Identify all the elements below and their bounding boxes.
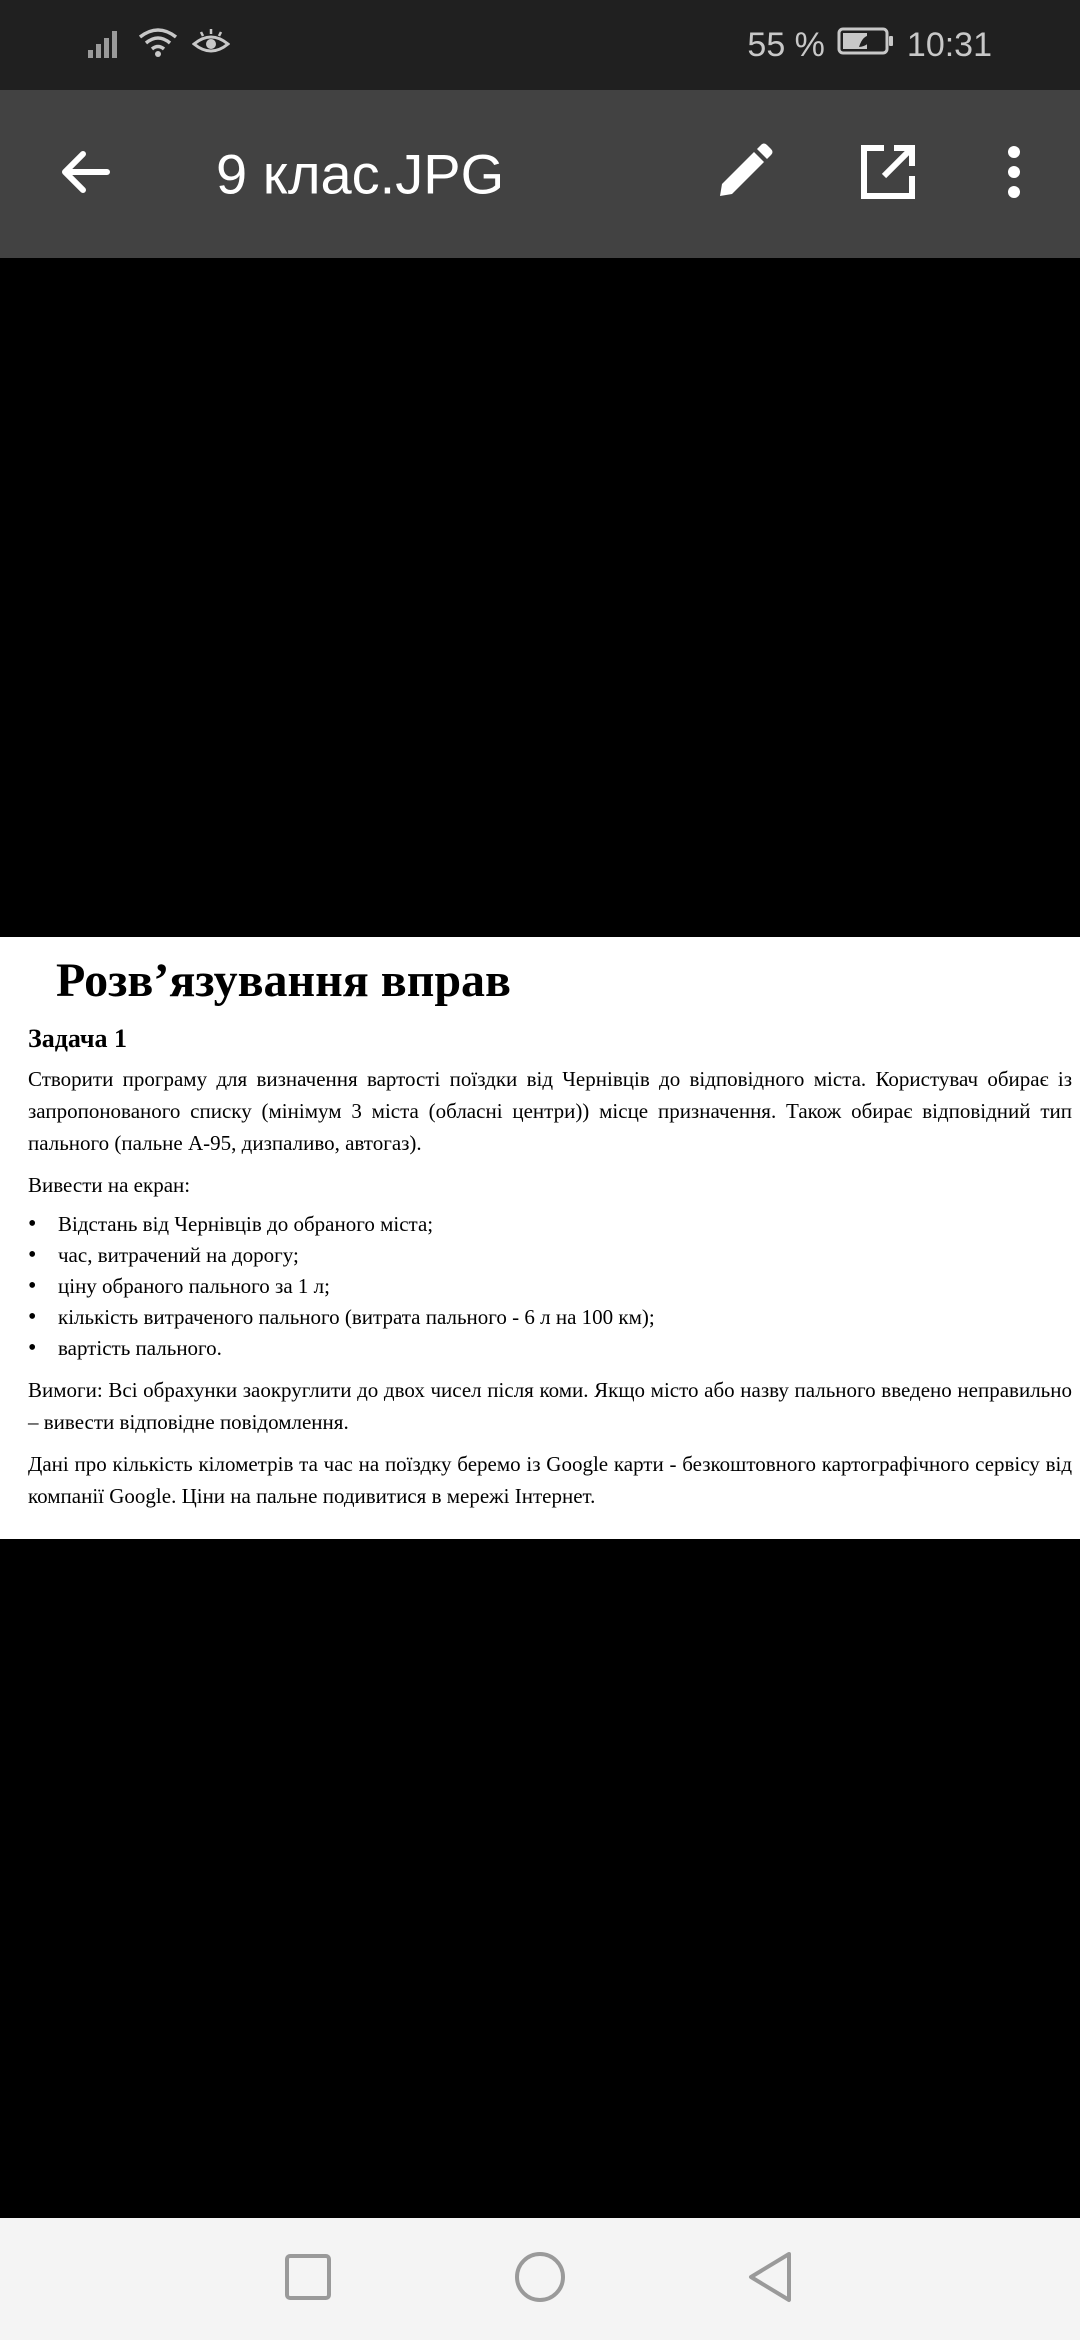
document-image[interactable]	[0, 937, 1080, 1539]
list-item: • час, витрачений на дорогу;	[28, 1240, 1072, 1271]
app-bar	[0, 90, 1080, 258]
back-arrow-icon	[57, 148, 111, 201]
edit-button[interactable]	[710, 140, 778, 208]
status-bar	[0, 0, 1080, 90]
clock: 10:31	[906, 25, 992, 64]
eye-comfort-icon	[192, 28, 230, 63]
status-left-icons	[88, 27, 230, 64]
back-button[interactable]	[52, 142, 116, 206]
more-vert-icon	[1006, 144, 1022, 205]
list-item: • кількість витраченого пального (витрата пального - 6 л на 100 км);	[28, 1302, 1072, 1333]
requirements-text: Вимоги: Всі обрахунки заокруглити до двох чисел після коми. Якщо місто або назву пального введено неправильно – вивести відповідне повідомлення.	[28, 1378, 1072, 1434]
data-note-text: Дані про кількість кілометрів та час на поїздку беремо із Google карти - безкоштовного картографічного сервісу від компанії Google. Ціни на пальне подивитися в мережі Інтернет.	[28, 1452, 1072, 1508]
open-with-button[interactable]	[854, 140, 922, 208]
list-item: • Відстань від Чернівців до обраного міста;	[28, 1209, 1072, 1240]
output-list	[28, 1209, 1072, 1364]
output-label: Вивести на екран:	[28, 1173, 191, 1197]
file-title: 9 клас.JPG	[216, 142, 505, 206]
document-heading: Розв’язування вправ	[56, 954, 511, 1007]
list-item: • вартість пального.	[28, 1333, 1072, 1364]
task-description: Створити програму для визначення вартості поїздки від Чернівців до відповідного міста. Користувач обирає із запропонованого списку (мінімум 3 міста (обласні центри)) місце призначення. Також обирає відповідний тип пального (пальне А-95, дизпаливо, автогаз).	[28, 1067, 1072, 1155]
battery-icon	[837, 26, 895, 65]
navigation-bar	[0, 2218, 1080, 2340]
back-triangle-icon	[745, 2250, 795, 2309]
home-button[interactable]	[510, 2249, 570, 2309]
status-right	[747, 26, 992, 65]
pencil-icon	[714, 142, 774, 207]
system-back-button[interactable]	[740, 2249, 800, 2309]
list-item: • ціну обраного пального за 1 л;	[28, 1271, 1072, 1302]
task-title: Задача 1	[28, 1024, 127, 1053]
open-external-icon	[858, 142, 918, 207]
recents-square-icon	[283, 2252, 333, 2307]
home-circle-icon	[513, 2250, 567, 2309]
wifi-icon	[138, 27, 178, 64]
more-options-button[interactable]	[990, 140, 1038, 208]
signal-icon	[88, 28, 124, 63]
battery-percent: 55 %	[747, 25, 825, 64]
recents-button[interactable]	[278, 2249, 338, 2309]
